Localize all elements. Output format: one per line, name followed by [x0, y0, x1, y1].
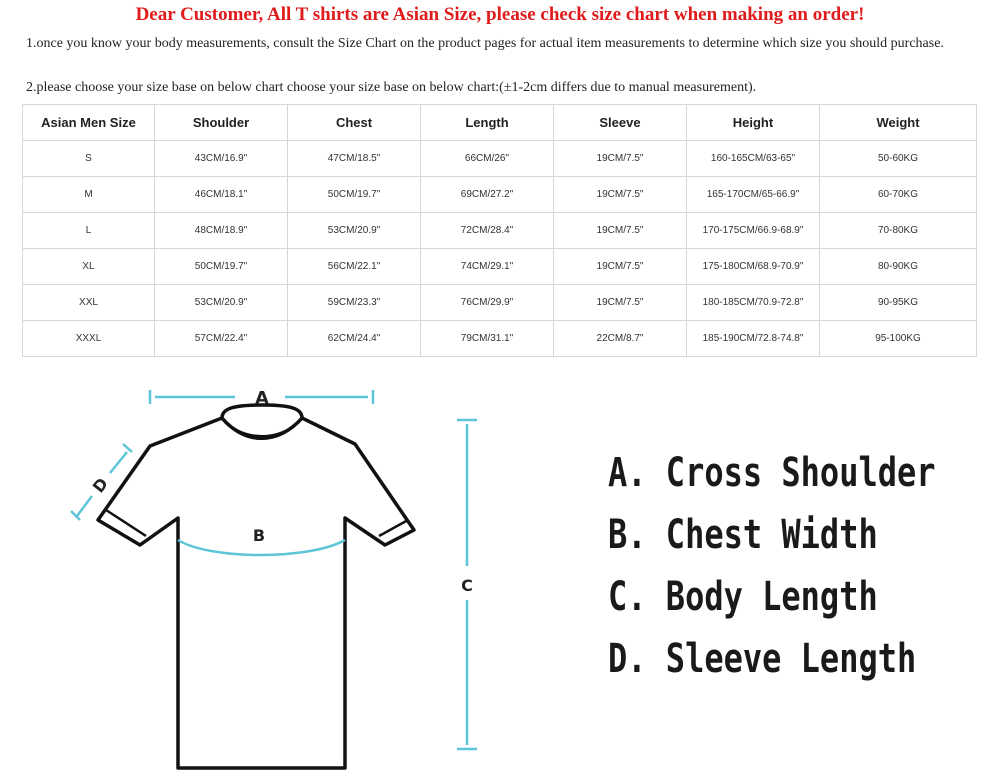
page-title: Dear Customer, All T shirts are Asian Size, please check size chart when making an order!	[135, 4, 865, 25]
cell-size: XL	[23, 249, 154, 284]
instruction-2: 2.please choose your size base on below chart choose your size base on below chart:(±1-2cm differs due to manual measurement).	[26, 80, 757, 95]
cell-height: 180-185CM/70.9-72.8"	[687, 285, 819, 320]
cell-shoulder: 46CM/18.1"	[155, 177, 287, 212]
table-row	[23, 249, 976, 284]
cell-length: 79CM/31.1"	[421, 321, 553, 356]
cell-chest: 62CM/24.4"	[288, 321, 420, 356]
label-d: D	[88, 474, 112, 497]
cell-shoulder: 53CM/20.9"	[155, 285, 287, 320]
header-chest: Chest	[288, 105, 420, 140]
label-a: A	[255, 388, 269, 409]
legend-item-cross-shoulder: A. Cross Shoulder	[608, 450, 936, 496]
measurement-legend	[608, 442, 936, 690]
label-b: B	[252, 526, 266, 545]
cell-length: 74CM/29.1"	[421, 249, 553, 284]
cell-size: XXXL	[23, 321, 154, 356]
cell-weight: 80-90KG	[820, 249, 976, 284]
table-row	[23, 177, 976, 212]
header-height: Height	[687, 105, 819, 140]
cell-height: 175-180CM/68.9-70.9"	[687, 249, 819, 284]
header-length: Length	[421, 105, 553, 140]
cell-chest: 47CM/18.5"	[288, 141, 420, 176]
cell-size: S	[23, 141, 154, 176]
cell-size: M	[23, 177, 154, 212]
instruction-1: 1.once you know your body measurements, consult the Size Chart on the product pages for actual item measurements to determine which size you should purchase.	[26, 36, 944, 51]
label-c: C	[461, 576, 473, 595]
size-chart-table	[22, 104, 977, 357]
cell-sleeve: 19CM/7.5"	[554, 249, 686, 284]
cell-size: L	[23, 213, 154, 248]
cell-sleeve: 19CM/7.5"	[554, 285, 686, 320]
table-row	[23, 285, 976, 320]
cell-height: 165-170CM/65-66.9"	[687, 177, 819, 212]
cell-chest: 53CM/20.9"	[288, 213, 420, 248]
header-size: Asian Men Size	[23, 105, 154, 140]
cell-length: 72CM/28.4"	[421, 213, 553, 248]
cell-height: 170-175CM/66.9-68.9"	[687, 213, 819, 248]
cell-weight: 50-60KG	[820, 141, 976, 176]
tshirt-outline-icon	[98, 418, 414, 768]
cell-height: 160-165CM/63-65"	[687, 141, 819, 176]
cell-sleeve: 22CM/8.7"	[554, 321, 686, 356]
cell-shoulder: 48CM/18.9"	[155, 213, 287, 248]
cell-chest: 59CM/23.3"	[288, 285, 420, 320]
tshirt-diagram	[0, 360, 560, 772]
cell-length: 66CM/26"	[421, 141, 553, 176]
cell-shoulder: 43CM/16.9"	[155, 141, 287, 176]
cell-sleeve: 19CM/7.5"	[554, 213, 686, 248]
cell-height: 185-190CM/72.8-74.8"	[687, 321, 819, 356]
cell-length: 76CM/29.9"	[421, 285, 553, 320]
cell-shoulder: 57CM/22.4"	[155, 321, 287, 356]
cell-weight: 70-80KG	[820, 213, 976, 248]
legend-item-body-length: C. Body Length	[608, 574, 878, 620]
cell-weight: 90-95KG	[820, 285, 976, 320]
cell-shoulder: 50CM/19.7"	[155, 249, 287, 284]
cell-chest: 56CM/22.1"	[288, 249, 420, 284]
legend-item-sleeve-length: D. Sleeve Length	[608, 636, 917, 682]
header-weight: Weight	[820, 105, 976, 140]
cell-sleeve: 19CM/7.5"	[554, 141, 686, 176]
cell-chest: 50CM/19.7"	[288, 177, 420, 212]
cell-size: XXL	[23, 285, 154, 320]
table-header-row	[23, 105, 976, 140]
legend-item-chest-width: B. Chest Width	[608, 512, 878, 558]
header-sleeve: Sleeve	[554, 105, 686, 140]
header-shoulder: Shoulder	[155, 105, 287, 140]
cell-length: 69CM/27.2"	[421, 177, 553, 212]
table-row	[23, 213, 976, 248]
cell-sleeve: 19CM/7.5"	[554, 177, 686, 212]
cell-weight: 95-100KG	[820, 321, 976, 356]
table-row	[23, 141, 976, 176]
cell-weight: 60-70KG	[820, 177, 976, 212]
table-row	[23, 321, 976, 356]
